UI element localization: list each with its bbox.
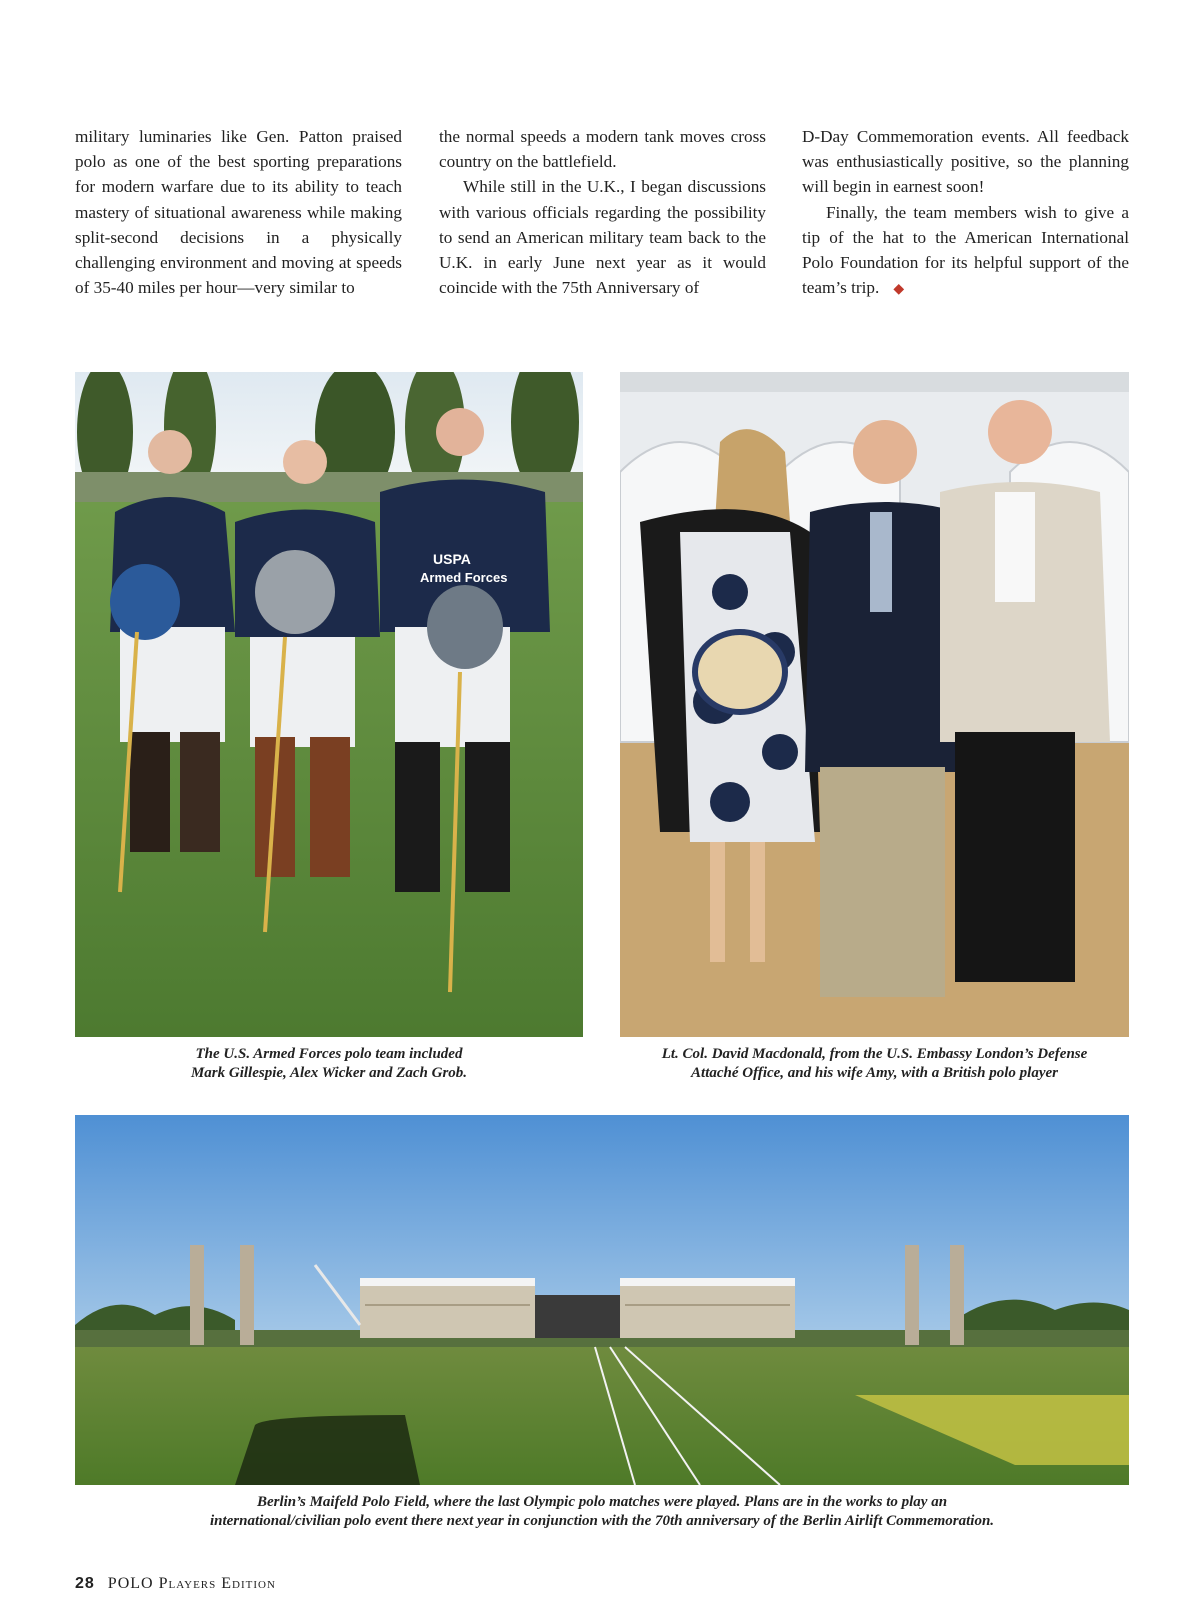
article-paragraph-text: Finally, the team members wish to give a tip of the hat to the American International Polo Foundation for its helpful support of the team’s trip. bbox=[802, 202, 1129, 298]
article-paragraph-last bbox=[802, 200, 1129, 303]
page-footer bbox=[75, 1575, 276, 1593]
caption-line: international/civilian polo event there next year in conjunction with the 70th anniversary of the Berlin Airlift Commemoration. bbox=[209, 1513, 995, 1529]
page-number: 28 bbox=[75, 1575, 95, 1592]
article-paragraph: the normal speeds a modern tank moves cross country on the battlefield. bbox=[439, 127, 766, 172]
caption-maifeld-field bbox=[60, 1493, 1144, 1531]
article-paragraph: military luminaries like Gen. Patton praised polo as one of the best sporting preparations for modern warfare due to its ability to teach mastery of situational awareness while making split-second decisions in a physically challenging environment and moving at speeds of 35-40 miles per hour—very similar to bbox=[75, 127, 402, 298]
caption-line: Mark Gillespie, Alex Wicker and Zach Grob. bbox=[190, 1065, 468, 1081]
shirt-text-uspa: USPA bbox=[433, 551, 471, 567]
article-paragraph: D-Day Commemoration events. All feedback was enthusiastically positive, so the planning will begin in earnest soon! bbox=[802, 127, 1129, 197]
caption-line: Attaché Office, and his wife Amy, with a British polo player bbox=[691, 1065, 1058, 1081]
article-column-2 bbox=[439, 124, 766, 300]
end-of-article-mark: ◆ bbox=[893, 282, 905, 298]
photo-embassy-group bbox=[620, 372, 1129, 1037]
caption-line: The U.S. Armed Forces polo team included bbox=[195, 1046, 463, 1062]
article-column-3 bbox=[802, 124, 1129, 302]
shirt-text-armed-forces: Armed Forces bbox=[420, 570, 508, 585]
caption-line: Berlin’s Maifeld Polo Field, where the last Olympic polo matches were played. Plans are in the works to play an bbox=[256, 1494, 948, 1510]
caption-line: Lt. Col. David Macdonald, from the U.S. Embassy London’s Defense bbox=[661, 1046, 1088, 1062]
photo-polo-team bbox=[75, 372, 583, 1037]
publication-name: POLO Players Edition bbox=[107, 1575, 276, 1592]
caption-embassy-group bbox=[600, 1045, 1149, 1083]
article-column-1 bbox=[75, 124, 402, 300]
photo-maifeld-field bbox=[75, 1115, 1129, 1485]
article-paragraph: While still in the U.K., I began discussions with various officials regarding the possibility to send an American military team back to the U.K. in early June next year as it would coincide with the 75th Anniversary of bbox=[439, 177, 766, 298]
caption-polo-team bbox=[75, 1045, 583, 1083]
